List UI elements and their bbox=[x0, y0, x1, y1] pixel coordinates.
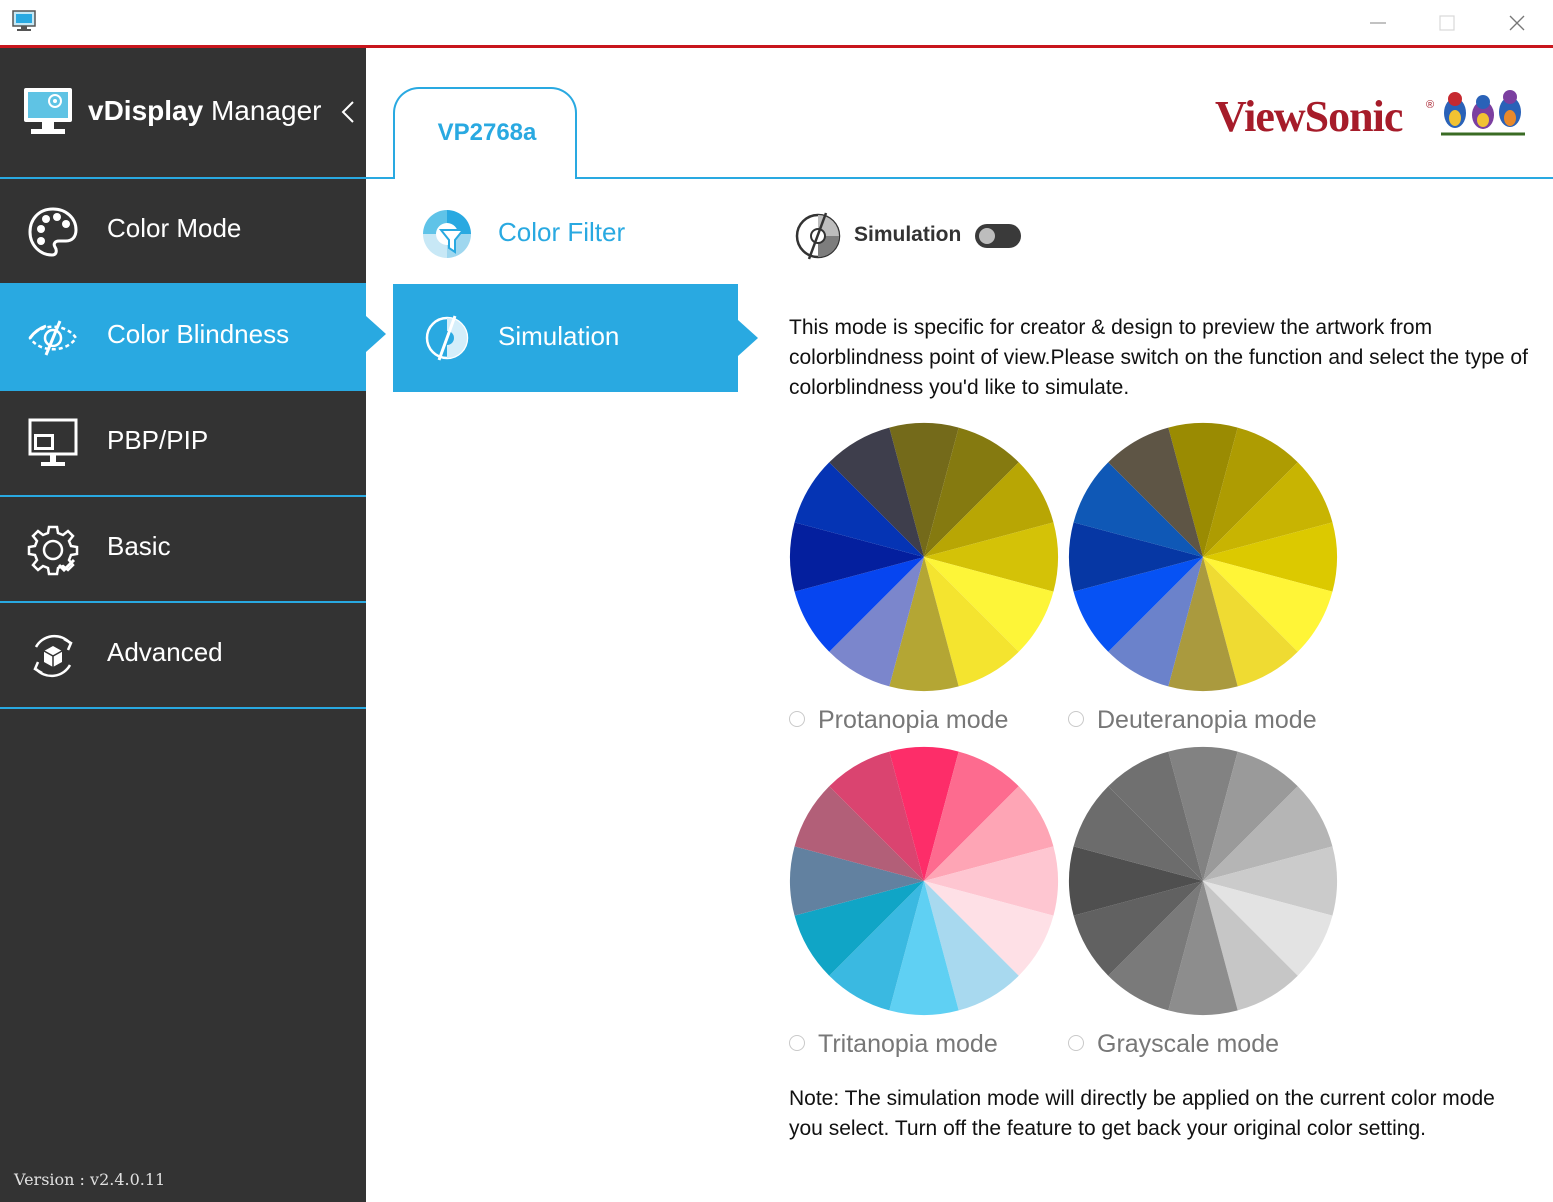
sidebar-item-color-mode[interactable] bbox=[0, 179, 366, 285]
submenu-label: Color Filter bbox=[498, 217, 626, 247]
sidebar-item-basic[interactable] bbox=[0, 497, 366, 603]
deuteranopia-wheel bbox=[1068, 422, 1338, 692]
simulation-toggle[interactable] bbox=[975, 224, 1021, 248]
protanopia-option[interactable] bbox=[789, 706, 1049, 736]
brand-registered: ® bbox=[1426, 99, 1435, 111]
submenu-color-filter[interactable] bbox=[393, 180, 738, 288]
maximize-icon[interactable] bbox=[1427, 8, 1467, 38]
simulation-icon bbox=[421, 312, 473, 364]
active-nav-pointer bbox=[366, 316, 386, 352]
gear-icon bbox=[26, 523, 80, 577]
deuteranopia-option[interactable] bbox=[1068, 706, 1348, 736]
tritanopia-radio[interactable] bbox=[789, 1035, 805, 1051]
sidebar bbox=[0, 48, 366, 1202]
tab-monitor[interactable] bbox=[393, 87, 577, 179]
title-bar bbox=[0, 0, 1553, 45]
tab-label: VP2768a bbox=[437, 119, 537, 146]
app-monitor-icon bbox=[12, 10, 36, 32]
color-filter-icon bbox=[421, 208, 473, 260]
app-header bbox=[0, 48, 366, 179]
version-label: Version : v2.4.0.11 bbox=[14, 1170, 166, 1189]
tritanopia-wheel bbox=[789, 746, 1059, 1016]
grayscale-wheel bbox=[1068, 746, 1338, 1016]
mode-label: Tritanopia mode bbox=[818, 1030, 998, 1058]
collapse-chevron-icon[interactable] bbox=[340, 100, 356, 124]
eye-icon bbox=[26, 311, 80, 365]
simulation-note: Note: The simulation mode will directly be applied on the current color mode you select. Turn off the feature to get back your original color setting. bbox=[789, 1087, 1495, 1140]
sidebar-item-label: Advanced bbox=[107, 637, 223, 667]
deuteranopia-radio[interactable] bbox=[1068, 711, 1084, 727]
viewsonic-logo bbox=[1215, 85, 1535, 145]
toggle-knob bbox=[979, 228, 995, 244]
sidebar-item-label: Color Blindness bbox=[107, 319, 290, 349]
sidebar-item-color-blindness[interactable] bbox=[0, 285, 366, 391]
active-submenu-pointer bbox=[738, 320, 758, 356]
sidebar-item-label: PBP/PIP bbox=[107, 425, 209, 455]
brand-name: ViewSonic bbox=[1215, 92, 1403, 141]
simulation-title: Simulation bbox=[854, 223, 962, 246]
tritanopia-option[interactable] bbox=[789, 1030, 1049, 1060]
mode-label: Grayscale mode bbox=[1097, 1030, 1280, 1058]
simulation-header-icon bbox=[793, 211, 843, 261]
protanopia-wheel bbox=[789, 422, 1059, 692]
advanced-box-icon bbox=[26, 629, 80, 683]
grayscale-option[interactable] bbox=[1068, 1030, 1328, 1060]
simulation-description: This mode is specific for creator & design to preview the artwork from colorblindness point of view.Please switch on the function and select the type of colorblindness you'd like to simulate. bbox=[789, 316, 1528, 399]
sidebar-item-label: Color Mode bbox=[107, 213, 242, 243]
submenu-simulation[interactable] bbox=[393, 284, 738, 392]
submenu-label: Simulation bbox=[498, 321, 620, 351]
mode-label: Deuteranopia mode bbox=[1097, 706, 1317, 734]
app-title: vDisplay Manager bbox=[88, 95, 322, 126]
minimize-icon[interactable] bbox=[1358, 8, 1398, 38]
vdisplay-logo-icon bbox=[22, 86, 74, 140]
sidebar-item-label: Basic bbox=[107, 531, 171, 561]
monitor-pip-icon bbox=[26, 417, 80, 471]
grayscale-radio[interactable] bbox=[1068, 1035, 1084, 1051]
birds-logo-icon bbox=[1437, 85, 1529, 141]
sidebar-item-advanced[interactable] bbox=[0, 603, 366, 709]
palette-icon bbox=[26, 205, 80, 259]
mode-label: Protanopia mode bbox=[818, 706, 1009, 734]
sidebar-item-pbp-pip[interactable] bbox=[0, 391, 366, 497]
close-icon[interactable] bbox=[1497, 8, 1537, 38]
protanopia-radio[interactable] bbox=[789, 711, 805, 727]
